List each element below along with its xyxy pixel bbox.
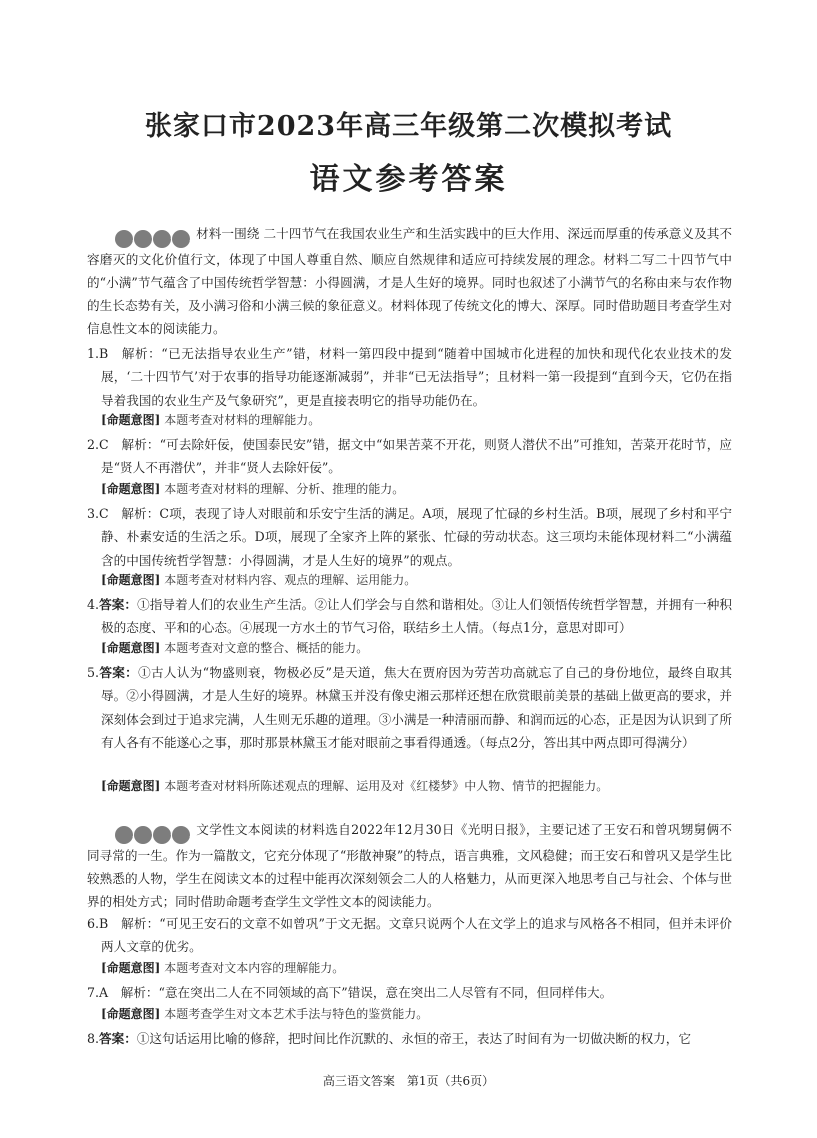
question-1-intent: [命题意图] 本题考查对材料的理解能力。 [101, 413, 321, 427]
question-1: 1.B 解析：“已无法指导农业生产”错，材料一第四段中提到“随着中国城市化进程的加快和现代化农业技术的发展，‘二十四节气’对于农事的指导功能逐渐减弱”，并非“已无法指导”；且材料一第一段提到“直到今天，它仍在指导着我国的农业生产及气象研究”，更是直接表明它的指导功能仍在。 [87, 346, 732, 408]
question-5-intent: [命题意图] 本题考查对材料所陈述观点的理解、运用及对《红楼梦》中人物、情节的把握能力。 [101, 779, 609, 793]
section2-analysis-text: 文学性文本阅读的材料选自2022年12月30日《光明日报》，主要记述了王安石和曾巩甥舅俩不同寻常的一生。作为一篇散文，它充分体现了“形散神聚”的特点，语言典雅，文风稳健；而王安石和曾巩又是学生比较熟悉的人物，学生在阅读文本的过程中能再次深刻领会二人的人格魅力，从而更深入地思考自己与社会、个体与世界的相处方式；同时借助命题考查学生文学性文本的阅读能力。 [87, 822, 732, 909]
question-4-intent: [命题意图] 本题考查对文意的整合、概括的能力。 [101, 641, 369, 655]
question-2: 2.C 解析：“可去除奸佞，使国泰民安”错，据文中“如果苦菜不开花，则贤人潜伏不出”可推知，苦菜开花时节，应是“贤人不再潜伏”，并非“贤人去除奸佞”。 [87, 437, 732, 476]
question-2-intent: [命题意图] 本题考查对材料的理解、分析、推理的能力。 [101, 482, 405, 496]
material-analysis-badge-2: 析 [115, 826, 190, 844]
question-3-intent: [命题意图] 本题考查对材料内容、观点的理解、运用能力。 [101, 573, 417, 587]
section1-analysis-text: 材料一围绕 二十四节气在我国农业生产和生活实践中的巨大作用、深远而厚重的传承意义及其不容磨灭的文化价值行文，体现了中国人尊重自然、顺应自然规律和适应可持续发展的理念。材料二写二十四节气中的“小满”节气蕴含了中国传统哲学智慧：小得圆满，才是人生好的境界。同时也叙述了小满节气的名称由来与农作物的生长态势有关，及小满习俗和小满三候的象征意义。材料体现了传统文化的博大、深厚。同时借助题目考查学生对信息性文本的阅读能力。 [87, 226, 732, 337]
question-3: 3.C 解析：C项，表现了诗人对眼前和乐安宁生活的满足。A项，展现了忙碌的乡村生活。B项，展现了乡村和平宁静、朴素安适的生活之乐。D项，展现了全家齐上阵的紧张、忙碌的劳动状态。这三项均未能体现材料二“小满蕴含的中国传统哲学智慧：小得圆满，才是人生好的境界”的观点。 [87, 506, 732, 568]
question-7: 7.A 解析：“意在突出二人在不同领域的高下”错误，意在突出二人尽管有不同，但同样伟大。 [87, 985, 613, 1000]
section1-analysis [87, 222, 732, 340]
question-6: 6.B 解析：“可见王安石的文章不如曾巩”于文无据。文章只说两个人在文学上的追求与风格各不相同，但并未评价两人文章的优劣。 [87, 916, 732, 955]
page-footer: 高三语文答案 第1页（共6页） [322, 1074, 495, 1088]
section2-analysis [87, 818, 732, 913]
exam-title: 张家口市2023年高三年级第二次模拟考试 [144, 111, 673, 142]
material-analysis-badge: 析 [115, 230, 190, 248]
question-7-intent: [命题意图] 本题考查学生对文本艺术手法与特色的鉴赏能力。 [101, 1007, 429, 1021]
question-8: 8.答案：①这句话运用比喻的修辞，把时间比作沉默的、永恒的帝王，表达了时间有为一切做决断的权力，它 [87, 1031, 691, 1046]
question-4: 4.答案：①指导着人们的农业生产生活。②让人们学会与自然和谐相处。③让人们领悟传统哲学智慧，并拥有一种积极的态度、平和的心态。④展现一方水土的节气习俗，联结乡土人情。（每点1分，意思对即可） [87, 597, 733, 636]
question-6-intent: [命题意图] 本题考查对文本内容的理解能力。 [101, 961, 345, 975]
question-5: 5.答案：①古人认为“物盛则衰，物极必反”是天道，焦大在贾府因为劳苦功高就忘了自己的身份地位，最终自取其辱。②小得圆满，才是人生好的境界。林黛玉并没有像史湘云那样还想在欣赏眼前美景的基础上做更高的要求，并深刻体会到过于追求完满，人生则无乐趣的道理。③小满是一种清丽而静、和润而远的心态，正是因为认识到了所有人各有不能遂心之事，那时那景林黛玉才能对眼前之事看得通透。（每点2分，答出其中两点即可得满分） [87, 665, 732, 751]
answer-title: 语文参考答案 [309, 162, 508, 197]
